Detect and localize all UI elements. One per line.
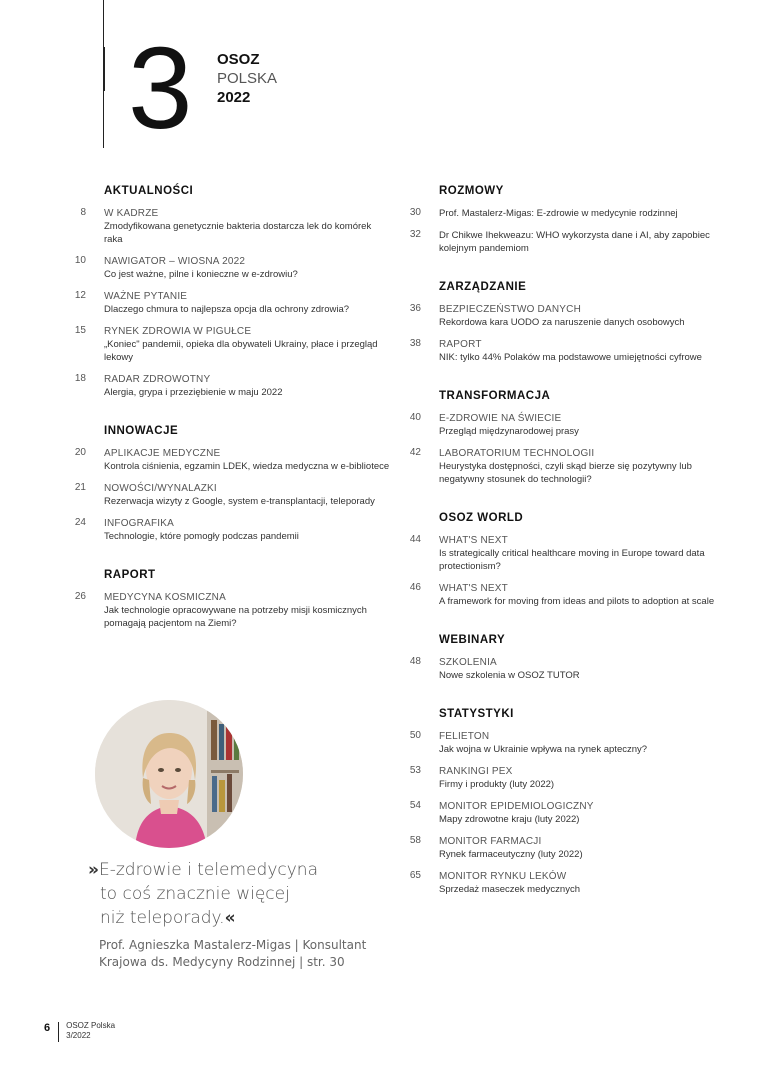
entry-title: RAPORT (439, 339, 482, 350)
section-title: INNOWACJE (104, 425, 179, 437)
entry-page-number: 12 (74, 290, 86, 301)
entry-page-number: 36 (409, 303, 421, 314)
entry-title: MONITOR FARMACJI (439, 836, 542, 847)
entry-page-number: 48 (409, 656, 421, 667)
entry-description: Dlaczego chmura to najlepsza opcja dla ochrony zdrowia? (104, 304, 350, 315)
quote-line-1: E-zdrowie i telemedycyna (98, 860, 318, 880)
entry-description: Technologie, które pomogły podczas pandemii (104, 531, 299, 542)
entry-text (104, 482, 390, 508)
entry-description: Zmodyfikowana genetycznie bakteria dostarcza lek do komórek raka (104, 221, 372, 245)
entry-title: MONITOR RYNKU LEKÓW (439, 871, 567, 882)
section-title: WEBINARY (439, 634, 506, 646)
toc-entry[interactable] (395, 207, 725, 220)
entry-title: LABORATORIUM TECHNOLOGII (439, 448, 595, 459)
header-rule-accent (103, 47, 105, 91)
entry-page-number: 20 (74, 447, 86, 458)
entry-description: Firmy i produkty (luty 2022) (439, 779, 555, 790)
entry-page-number: 21 (74, 482, 86, 493)
quote-close-mark: « (224, 908, 236, 928)
entry-title: MONITOR EPIDEMIOLOGICZNY (439, 801, 594, 812)
entry-text (439, 338, 725, 364)
entry-text (104, 517, 390, 543)
footer-page-number: 6 (44, 1022, 51, 1034)
toc-entry[interactable] (60, 447, 390, 473)
toc-right-column (395, 185, 725, 922)
pull-quote (88, 858, 378, 930)
entry-page-number: 8 (80, 207, 86, 218)
toc-section (395, 281, 725, 364)
section-title: OSOZ WORLD (439, 512, 524, 524)
toc-section (395, 185, 725, 255)
entry-title: MEDYCYNA KOSMICZNA (104, 592, 226, 603)
entry-title: SZKOLENIA (439, 657, 497, 668)
masthead-year: 2022 (217, 89, 251, 106)
toc-entry[interactable] (60, 290, 390, 316)
section-title: STATYSTYKI (439, 708, 514, 720)
toc-entry[interactable] (60, 517, 390, 543)
entry-page-number: 42 (409, 447, 421, 458)
entry-text (439, 800, 725, 826)
footer-meta (66, 1021, 115, 1041)
entry-page-number: 58 (409, 835, 421, 846)
attribution-line-1: Prof. Agnieszka Mastalerz-Migas | Konsultant (99, 938, 367, 952)
entry-description: Co jest ważne, pilne i konieczne w e-zdrowiu? (104, 269, 298, 280)
entry-page-number: 53 (409, 765, 421, 776)
entry-title: RADAR ZDROWOTNY (104, 374, 211, 385)
entry-page-number: 50 (409, 730, 421, 741)
entry-text (104, 290, 390, 316)
entry-title: E-ZDROWIE NA ŚWIECIE (439, 413, 562, 424)
entry-description: Sprzedaż maseczek medycznych (439, 884, 580, 895)
entry-description: A framework for moving from ideas and pilots to adoption at scale (439, 596, 715, 607)
toc-entry[interactable] (395, 303, 725, 329)
entry-page-number: 40 (409, 412, 421, 423)
entry-text (439, 534, 725, 573)
entry-title: W KADRZE (104, 208, 159, 219)
entry-description: Rekordowa kara UODO za naruszenie danych osobowych (439, 317, 685, 328)
entry-description: Jak wojna w Ukrainie wpływa na rynek apteczny? (439, 744, 648, 755)
entry-title: NAWIGATOR – WIOSNA 2022 (104, 256, 246, 267)
toc-entry[interactable] (60, 482, 390, 508)
footer-issue: 3/2022 (66, 1031, 91, 1040)
toc-entry[interactable] (395, 656, 725, 682)
toc-section (60, 425, 390, 543)
quote-line-2: to coś znacznie więcej (100, 884, 290, 904)
entry-page-number: 44 (409, 534, 421, 545)
entry-page-number: 18 (74, 373, 86, 384)
toc-entry[interactable] (395, 534, 725, 573)
entry-text (439, 447, 725, 486)
entry-page-number: 24 (74, 517, 86, 528)
quote-line-3: niż teleporady. (100, 908, 225, 928)
entry-description: Mapy zdrowotne kraju (luty 2022) (439, 814, 580, 825)
toc-entry[interactable] (395, 870, 725, 896)
section-title: TRANSFORMACJA (439, 390, 551, 402)
entry-description: Alergia, grypa i przeziębienie w maju 2022 (104, 387, 283, 398)
footer-divider (58, 1022, 59, 1042)
toc-entry[interactable] (395, 765, 725, 791)
masthead-brand: OSOZ (217, 51, 260, 68)
entry-page-number: 46 (409, 582, 421, 593)
entry-description: NIK: tylko 44% Polaków ma podstawowe umiejętności cyfrowe (439, 352, 702, 363)
entry-description: Prof. Mastalerz-Migas: E-zdrowie w medycynie rodzinnej (439, 208, 678, 219)
entry-text (439, 303, 725, 329)
entry-text (439, 730, 725, 756)
entry-page-number: 15 (74, 325, 86, 336)
entry-text (439, 229, 725, 255)
entry-description: Przegląd międzynarodowej prasy (439, 426, 579, 437)
toc-entry[interactable] (395, 229, 725, 255)
toc-entry[interactable] (395, 582, 725, 608)
toc-entry[interactable] (395, 730, 725, 756)
entry-text (104, 373, 390, 399)
entry-description: „Koniec" pandemii, opieka dla obywateli Ukrainy, płace i przegląd lekowy (104, 339, 378, 363)
entry-title: BEZPIECZEŃSTWO DANYCH (439, 304, 581, 315)
toc-section (395, 390, 725, 486)
masthead-country: POLSKA (217, 70, 278, 87)
toc-section (395, 708, 725, 896)
entry-page-number: 32 (409, 229, 421, 240)
entry-description: Dr Chikwe Ihekweazu: WHO wykorzysta dane i AI, aby zapobiec kolejnym pandemiom (439, 230, 710, 254)
toc-entry[interactable] (60, 255, 390, 281)
toc-entry[interactable] (395, 412, 725, 438)
entry-title: INFOGRAFIKA (104, 518, 174, 529)
entry-text (439, 765, 725, 791)
entry-title: WHAT'S NEXT (439, 535, 508, 546)
entry-text (104, 207, 390, 246)
section-title: ROZMOWY (439, 185, 504, 197)
toc-entry[interactable] (395, 447, 725, 486)
entry-description: Nowe szkolenia w OSOZ TUTOR (439, 670, 580, 681)
entry-text (439, 207, 725, 220)
footer-magazine: OSOZ Polska (66, 1021, 116, 1030)
portrait-illustration (95, 700, 243, 848)
entry-page-number: 54 (409, 800, 421, 811)
entry-text (439, 656, 725, 682)
entry-text (104, 325, 390, 364)
attribution-line-2: Krajowa ds. Medycyny Rodzinnej | str. 30 (99, 955, 345, 969)
quote-attribution (99, 937, 389, 971)
toc-entry[interactable] (395, 800, 725, 826)
entry-text (104, 591, 390, 630)
section-title: AKTUALNOŚCI (104, 185, 194, 197)
quote-open-mark: » (88, 860, 99, 880)
entry-text (104, 255, 390, 281)
entry-page-number: 26 (74, 591, 86, 602)
entry-description: Jak technologie opracowywane na potrzeby misji kosmicznych pomagają pacjentom na Ziemi? (104, 605, 367, 629)
toc-section (60, 569, 390, 630)
entry-title: RYNEK ZDROWIA W PIGUŁCE (104, 326, 252, 337)
page-footer (44, 1021, 115, 1042)
entry-title: NOWOŚCI/WYNALAZKI (104, 483, 217, 494)
section-title: RAPORT (104, 569, 156, 581)
entry-text (439, 582, 725, 608)
toc-left-column (60, 185, 390, 656)
entry-text (439, 412, 725, 438)
entry-description: Kontrola ciśnienia, egzamin LDEK, wiedza medyczna w e-bibliotece (104, 461, 390, 472)
author-portrait-photo (95, 700, 243, 848)
entry-title: WHAT'S NEXT (439, 583, 508, 594)
toc-section (60, 185, 390, 399)
issue-number: 3 (128, 23, 191, 153)
toc-section (395, 634, 725, 682)
entry-text (104, 447, 390, 473)
entry-text (439, 835, 725, 861)
entry-title: RANKINGI PEX (439, 766, 513, 777)
entry-page-number: 30 (409, 207, 421, 218)
toc-section (395, 512, 725, 608)
entry-page-number: 38 (409, 338, 421, 349)
masthead (217, 50, 277, 107)
entry-page-number: 10 (74, 255, 86, 266)
entry-page-number: 65 (409, 870, 421, 881)
toc-entry[interactable] (395, 338, 725, 364)
toc-entry[interactable] (60, 325, 390, 364)
section-title: ZARZĄDZANIE (439, 281, 527, 293)
toc-entry[interactable] (60, 373, 390, 399)
toc-entry[interactable] (60, 207, 390, 246)
entry-description: Rezerwacja wizyty z Google, system e-transplantacji, teleporady (104, 496, 375, 507)
toc-entry[interactable] (395, 835, 725, 861)
entry-title: APLIKACJE MEDYCZNE (104, 448, 221, 459)
toc-entry[interactable] (60, 591, 390, 630)
entry-description: Is strategically critical healthcare moving in Europe toward data protectionism? (439, 548, 705, 572)
entry-title: WAŻNE PYTANIE (104, 291, 188, 302)
entry-description: Heurystyka dostępności, czyli skąd bierze się pozytywny lub negatywny stosunek do technologii? (439, 461, 692, 485)
entry-text (439, 870, 725, 896)
entry-description: Rynek farmaceutyczny (luty 2022) (439, 849, 583, 860)
entry-title: FELIETON (439, 731, 490, 742)
